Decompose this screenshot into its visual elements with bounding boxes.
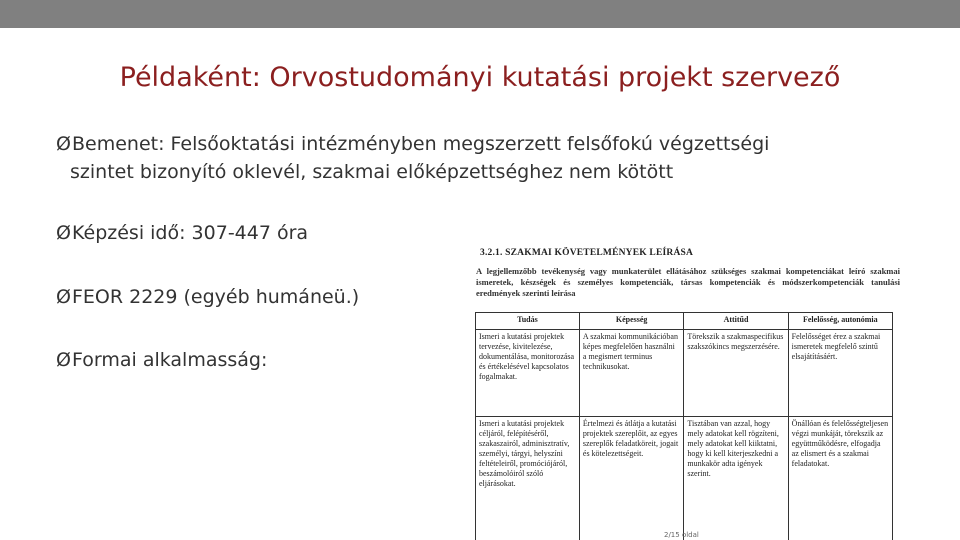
document-intro: A legjellemzőbb tevékenység vagy munkaterület ellátásához szükséges szakmai kompetenciákat leíró szakmai ismeretek, készségek és személyes kompetenciák, társas kompetenciák és módszerkompetenciák tanulási eredmények szerinti leírása (476, 266, 900, 298)
table-row (476, 330, 893, 417)
embedded-document-scan (470, 246, 904, 540)
table-cell: Felelősséget érez a szakmai ismeretek megfelelő szintű elsajátításáért. (788, 330, 892, 417)
bullet-item-feor (56, 283, 359, 311)
document-heading: 3.2.1. SZAKMAI KÖVETELMÉNYEK LEÍRÁSA (480, 248, 694, 258)
bullet-text: FEOR 2229 (egyéb humáneü.) (72, 286, 360, 308)
table-cell: Értelmezi és átlátja a kutatási projektek szereplőit, az egyes szereplők feladatköreit, jogait és kötelezettségeit. (579, 417, 683, 540)
arrow-bullet-icon: Ø (56, 349, 71, 371)
arrow-bullet-icon: Ø (56, 222, 71, 244)
arrow-bullet-icon: Ø (56, 286, 71, 308)
table-cell: A szakmai kommunikációban képes megfelelően használni a megismert terminus technikusokat. (579, 330, 683, 417)
bullet-text-continued: szintet bizonyító oklevél, szakmai előképzettséghez nem kötött (70, 161, 674, 183)
bullet-item-input (56, 130, 769, 186)
requirements-table (475, 312, 893, 540)
bullet-text: Képzési idő: 307-447 óra (72, 222, 309, 244)
page-footer: 2/15 oldal (664, 531, 699, 539)
table-cell: Önállóan és felelősségteljesen végzi munkáját, törekszik az együttműködésre, elfogadja az elismert és a szakmai feladatokat. (788, 417, 892, 540)
table-header-row (476, 313, 893, 330)
table-cell: Ismeri a kutatási projektek tervezése, kivitelezése, dokumentálása, monitorozása és értékelésével kapcsolatos fogalmakat. (476, 330, 580, 417)
header-responsibility: Felelősség, autonómia (788, 313, 892, 330)
slide-title: Példaként: Orvostudományi kutatási projekt szervező (119, 62, 841, 93)
header-knowledge: Tudás (476, 313, 580, 330)
bullet-item-duration (56, 219, 308, 247)
bullet-text: Formai alkalmasság: (72, 349, 268, 371)
header-skill: Képesség (579, 313, 683, 330)
table-row (476, 417, 893, 540)
arrow-bullet-icon: Ø (56, 133, 71, 155)
top-bar (0, 0, 960, 28)
table-cell: Törekszik a szakmaspecifikus szakszókincs megszerzésére. (684, 330, 788, 417)
bullet-text: Bemenet: Felsőoktatási intézményben megszerzett felsőfokú végzettségi (72, 133, 770, 155)
table-cell: Ismeri a kutatási projektek céljáról, felépítéséről, szakaszairól, adminisztratív, személyi, tárgyi, helyszíni feltételeiről, promóciójáról, beszámolóiról szóló eljárásokat. (476, 417, 580, 540)
header-attitude: Attitűd (684, 313, 788, 330)
table-cell: Tisztában van azzal, hogy mely adatokat kell rögzíteni, mely adatokat kell kiiktatni, hogy ki kell kiterjeszkedni a munkakör adta igények szerint. (684, 417, 788, 540)
bullet-item-formal (56, 346, 267, 374)
